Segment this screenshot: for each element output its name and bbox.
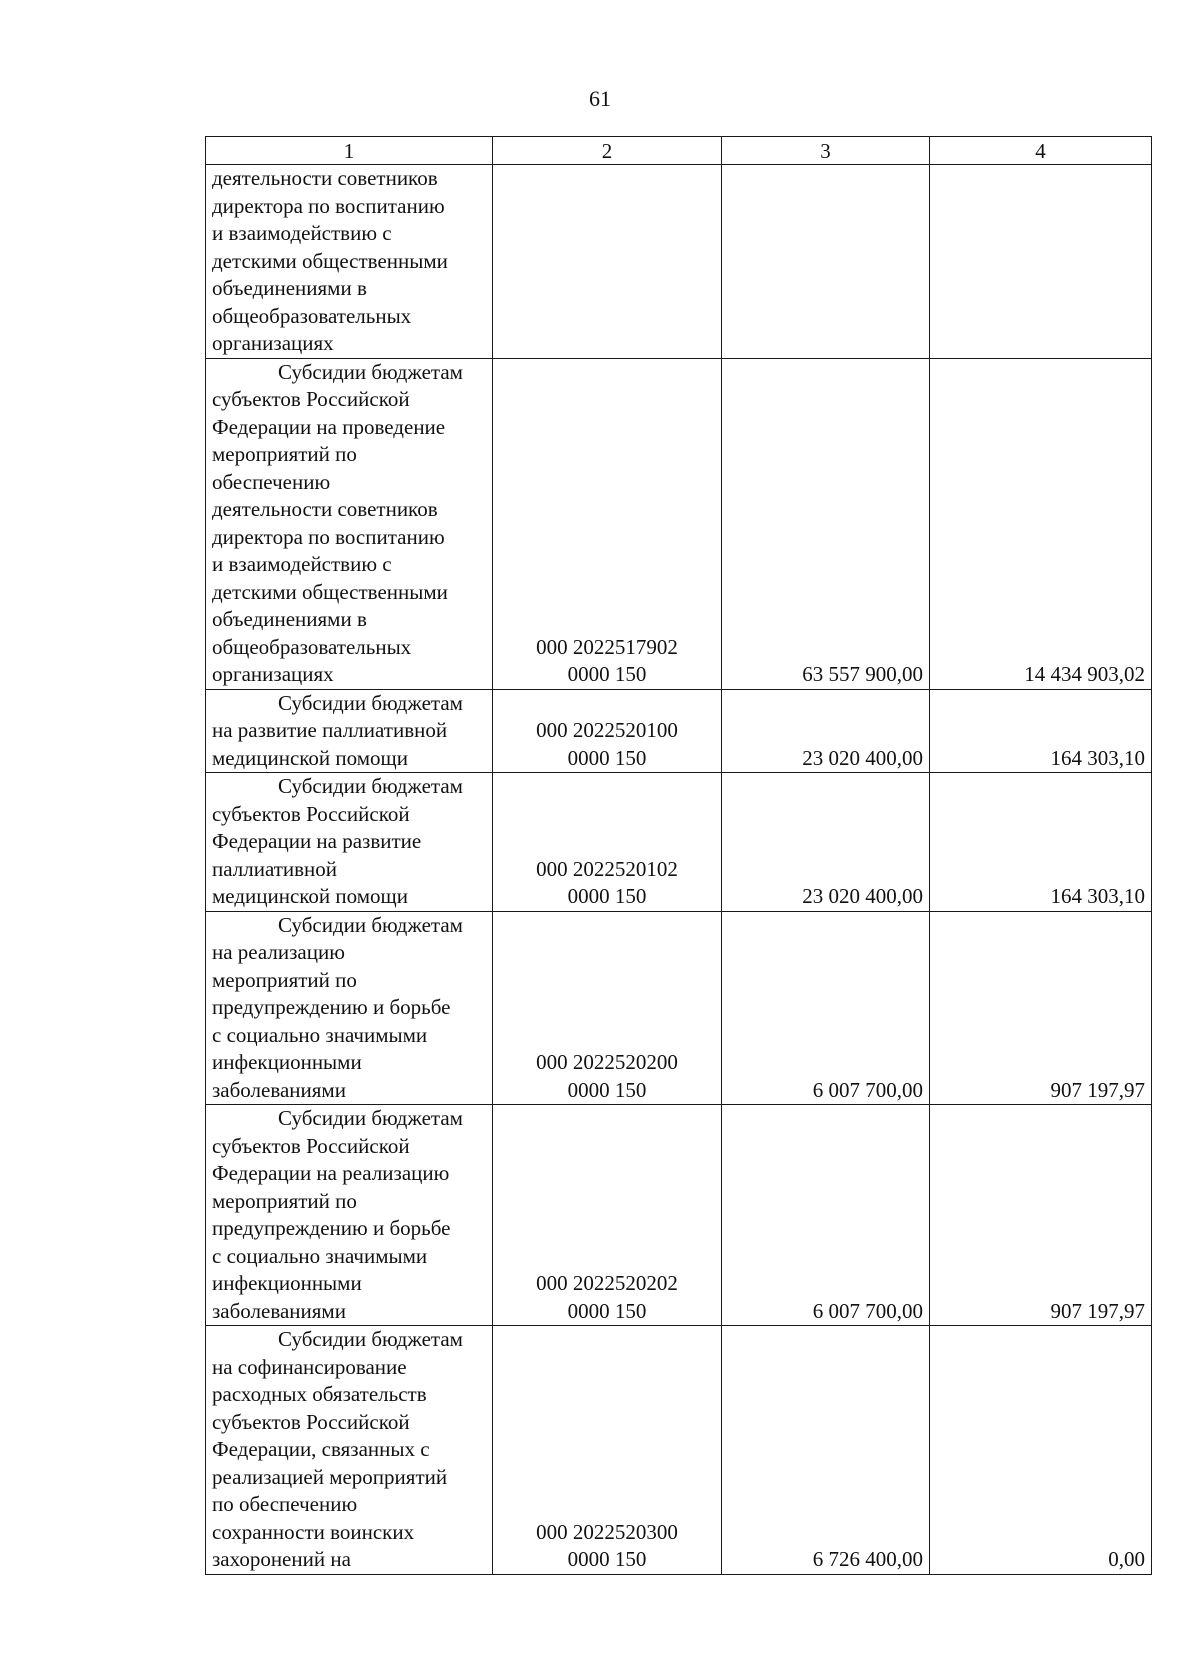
description-line: объединениями в [212,276,367,300]
description-line: Субсидии бюджетам [278,690,463,715]
row-amount-planned: 23 020 400,00 [722,773,930,912]
row-description [206,358,493,689]
row-budget-code [493,1105,722,1326]
table-row [206,1326,1152,1575]
description-line: реализацией мероприятий [212,1464,448,1489]
header-cell-1: 1 [206,137,493,165]
table-row [206,911,1152,1105]
row-amount-executed: 907 197,97 [930,1105,1152,1326]
description-line: с социально значимыми [212,1022,428,1047]
description-line: с социально значимыми [212,1243,428,1268]
budget-code-line: 000 2022520300 [536,1519,678,1544]
description-line: деятельности советников [212,497,438,521]
budget-code-line: 0000 150 [567,745,647,770]
row-budget-code [493,358,722,689]
row-description [206,1105,493,1326]
description-line: на софинансирование [212,1354,407,1379]
row-description [206,165,493,359]
description-line: сохранности воинских [212,1519,415,1544]
description-line: Федерации, связанных с [212,1437,430,1461]
description-line: расходных обязательств [212,1382,427,1406]
header-cell-4: 4 [930,137,1152,165]
budget-code-line: 0000 150 [567,1077,647,1102]
description-line: субъектов Российской [212,1133,410,1158]
description-line: заболеваниями [212,1298,346,1323]
row-amount-planned: 6 007 700,00 [722,1105,930,1326]
description-line: медицинской помощи [212,745,408,770]
row-description [206,689,493,773]
description-line: и взаимодействию с [212,221,392,245]
row-budget-code [493,773,722,912]
description-line: деятельности советников [212,166,438,190]
table-row [206,1105,1152,1326]
description-line: Субсидии бюджетам [278,912,463,937]
page-number: 61 [589,86,611,111]
row-budget-code [493,165,722,359]
description-line: предупреждению и борьбе [212,1216,451,1240]
description-line: Федерации на проведение [212,414,446,439]
table-row [206,358,1152,689]
description-line: мероприятий по [212,967,357,992]
row-amount-planned: 63 557 900,00 [722,358,930,689]
description-line: субъектов Российской [212,387,410,411]
row-amount-planned: 6 726 400,00 [722,1326,930,1575]
table-row [206,773,1152,912]
description-line: Субсидии бюджетам [278,1106,463,1130]
row-description [206,911,493,1105]
description-line: мероприятий по [212,442,357,466]
row-amount-planned [722,165,930,359]
description-line: организациях [212,331,334,355]
description-line: медицинской помощи [212,884,408,908]
description-line: детскими общественными [212,579,448,604]
budget-code-line: 000 2022520200 [536,1050,678,1074]
description-line: паллиативной [212,856,338,881]
description-line: обеспечению [212,469,331,494]
description-line: директора по воспитанию [212,193,445,218]
budget-code-line: 0000 150 [567,884,647,908]
row-budget-code [493,1326,722,1575]
row-amount-executed [930,165,1152,359]
header-cell-3: 3 [722,137,930,165]
description-line: и взаимодействию с [212,552,392,576]
description-line: Субсидии бюджетам [278,774,463,798]
row-amount-executed: 907 197,97 [930,911,1152,1105]
description-line: инфекционными [212,1271,362,1295]
description-line: организациях [212,662,334,686]
description-line: Субсидии бюджетам [278,359,463,384]
table-row [206,165,1152,359]
description-line: по обеспечению [212,1492,358,1516]
description-line: мероприятий по [212,1188,357,1213]
row-amount-executed: 164 303,10 [930,773,1152,912]
row-budget-code [493,689,722,773]
budget-code-line: 000 2022520202 [536,1271,678,1295]
description-line: инфекционными [212,1050,362,1074]
budget-code-line: 000 2022517902 [536,634,678,659]
row-budget-code [493,911,722,1105]
description-line: субъектов Российской [212,1409,410,1434]
description-line: Федерации на развитие [212,829,422,853]
budget-code-line: 0000 150 [567,662,647,686]
row-amount-executed: 0,00 [930,1326,1152,1575]
budget-code-line: 0000 150 [567,1547,647,1571]
description-line: заболеваниями [212,1077,346,1102]
budget-code-line: 000 2022520100 [536,718,678,742]
row-amount-executed: 164 303,10 [930,689,1152,773]
description-line: директора по воспитанию [212,524,445,549]
budget-table [205,136,1152,1575]
row-amount-executed: 14 434 903,02 [930,358,1152,689]
description-line: общеобразовательных [212,634,412,659]
description-line: детскими общественными [212,248,448,273]
description-line: на реализацию [212,940,345,964]
budget-code-line: 0000 150 [567,1298,647,1323]
description-line: объединениями в [212,607,367,631]
table-header-row [206,137,1152,165]
description-line: Субсидии бюджетам [278,1327,463,1351]
row-description [206,1326,493,1575]
row-amount-planned: 6 007 700,00 [722,911,930,1105]
row-description [206,773,493,912]
budget-code-line: 000 2022520102 [536,856,678,881]
row-amount-planned: 23 020 400,00 [722,689,930,773]
description-line: захоронений на [212,1547,351,1571]
description-line: на развитие паллиативной [212,718,448,742]
description-line: общеобразовательных [212,303,412,328]
header-cell-2: 2 [493,137,722,165]
description-line: субъектов Российской [212,801,410,826]
table-row [206,689,1152,773]
description-line: Федерации на реализацию [212,1161,450,1185]
description-line: предупреждению и борьбе [212,995,451,1019]
